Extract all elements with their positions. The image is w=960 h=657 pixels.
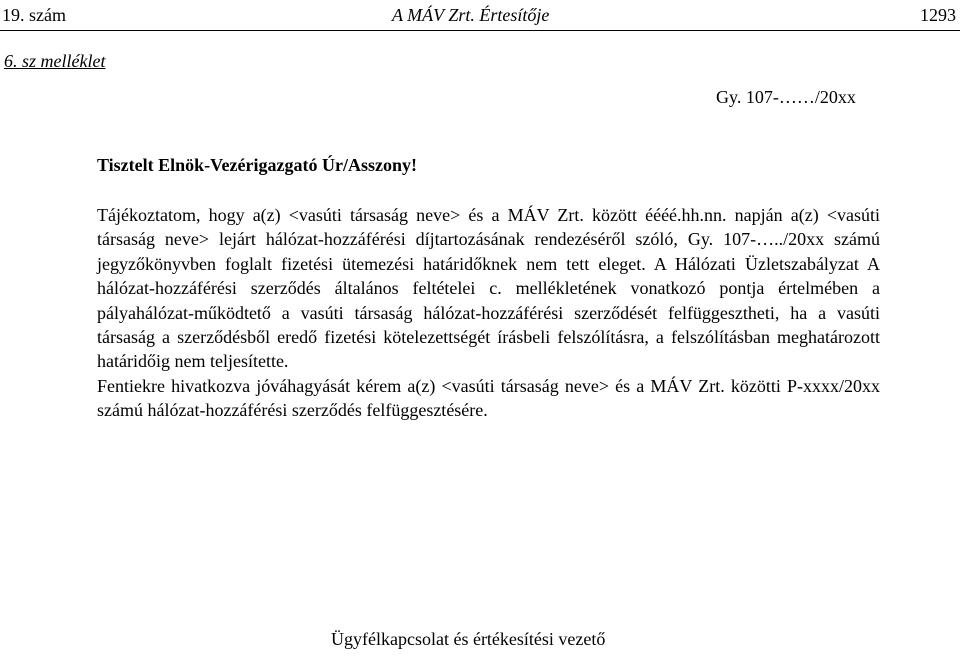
reference-number: Gy. 107-……/20xx [716,87,856,107]
signature-title: Ügyfélkapcsolat és értékesítési vezető [331,629,606,649]
salutation: Tisztelt Elnök-Vezérigazgató Úr/Asszony! [97,155,417,175]
header-divider [0,30,960,31]
letter-body [97,203,880,423]
issue-number: 19. szám [2,5,66,25]
paragraph-request: Fentiekre hivatkozva jóváhagyását kérem a(z) <vasúti társaság neve> és a MÁV Zrt. közötti P-xxxx/20xx számú hálózat-hozzáférési szerződés felfüggesztésére. [97,375,880,421]
paragraph-main: Tájékoztatom, hogy a(z) <vasúti társaság neve> és a MÁV Zrt. között éééé.hh.nn. napján a(z) <vasúti társaság neve> lejárt hálózat-hozzáférési díjtartozásának rendezéséről szóló, Gy. 107-…../20xx számú jegyzőkönyvben foglalt fizetési ütemezési határidőknek nem tett eleget. A Hálózati Üzletszabályzat A hálózat-hozzáférési szerződés általános feltételei c. mellékletének vonatkozó pontja értelmében a pályahálózat-működtető a vasúti társaság hálózat-hozzáférési szerződését felfüggesztheti, ha a vasúti társaság a szerződésből eredő fizetési kötelezettségét írásbeli felszólításra, a felszólításban meghatározott határidőig nem teljesítette. [97,205,880,372]
page-number: 1293 [920,5,956,25]
page-header [0,0,960,30]
annex-label: 6. sz melléklet [4,51,106,71]
journal-title: A MÁV Zrt. Értesítője [392,5,550,25]
